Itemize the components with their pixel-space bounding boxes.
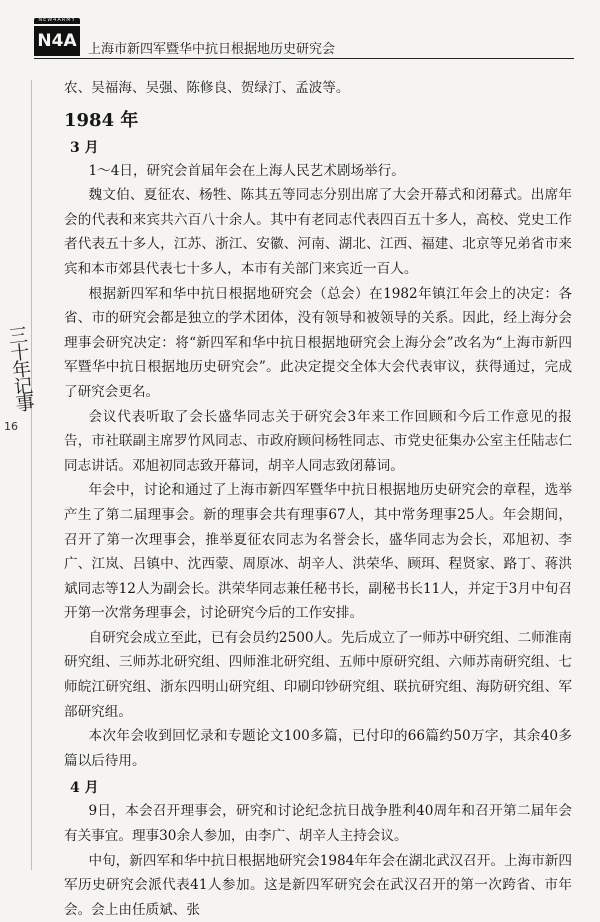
month-heading-march: 3 月	[70, 139, 99, 156]
paragraph: 年会中，讨论和通过了上海市新四军暨华中抗日根据地历史研究会的章程，选举产生了第二届理事会。新的理事会共有理事67人，其中常务理事25人。年会期间，召开了第一次理事会，推举夏征农同志为名誉会长，盛华同志为会长，邓旭初、李广、江岚、吕镇中、沈西蒙、周原冰、胡辛人、洪荣华、顾珥、程贤家、路丁、蒋洪斌同志等12人为副会长。洪荣华同志兼任秘书长，副秘书长11人，并定于3月中旬召开第一次常务理事会，讨论研究今后的工作安排。	[64, 482, 572, 622]
page-number: 16	[4, 420, 18, 433]
paragraph: 魏文伯、夏征农、杨牲、陈其五等同志分别出席了大会开幕式和闭幕式。出席年会的代表和来宾共六百八十余人。其中有老同志代表四百五十多人，高校、党史工作者代表五十多人，江苏、浙江、安徽、河南、湖北、江西、福建、北京等兄弟省市来宾和本市郊县代表七十多人，本市有关部门来宾近一百人。	[64, 187, 572, 277]
logo-text: N4A	[34, 26, 80, 56]
page-body	[64, 76, 572, 922]
carryover-line: 农、吴福海、吴强、陈修良、贺绿汀、孟波等。	[64, 80, 350, 96]
year-heading: 1984 年	[64, 109, 139, 131]
logo-small-text: NEW4ARMY	[38, 17, 76, 23]
paragraph: 9日，本会召开理事会，研究和讨论纪念抗日战争胜利40周年和召开第二届年会有关事宜。理事30余人参加，由李广、胡辛人主持会议。	[64, 803, 572, 845]
calligraphy-mark: 三十年记事	[4, 324, 36, 412]
paragraph: 本次年会收到回忆录和专题论文100多篇，已付印的66篇约50万字，其余40多篇以后待用。	[64, 728, 572, 769]
paragraph: 中旬，新四军和华中抗日根据地研究会1984年年会在湖北武汉召开。上海市新四军历史研究会派代表41人参加。这是新四军研究会在武汉召开的第一次跨省、市年会。会上由任质斌、张	[64, 852, 572, 918]
header-rule	[34, 58, 574, 59]
page-header	[34, 18, 574, 62]
margin-rule	[31, 80, 32, 870]
month-heading-april: 4 月	[70, 780, 99, 797]
header-title: 上海市新四军暨华中抗日根据地历史研究会	[88, 42, 336, 57]
paragraph: 自研究会成立至此，已有会员约2500人。先后成立了一师苏中研究组、二师淮南研究组、三师苏北研究组、四师淮北研究组、五师中原研究组、六师苏南研究组、七师皖江研究组、浙东四明山研究组、印刷印钞研究组、联抗研究组、海防研究组、军部研究组。	[64, 629, 572, 720]
n4a-logo	[34, 18, 80, 58]
paragraph: 会议代表听取了会长盛华同志关于研究会3年来工作回顾和今后工作意见的报告，市社联副主席罗竹风同志、市政府顾问杨牲同志、市党史征集办公室主任陆志仁同志讲话。邓旭初同志致开幕词，胡辛人同志致闭幕词。	[64, 408, 572, 474]
paragraph: 1～4日，研究会首届年会在上海人民艺术剧场举行。	[88, 162, 405, 179]
paragraph: 根据新四军和华中抗日根据地研究会（总会）在1982年镇江年会上的决定：各省、市的研究会都是独立的学术团体，没有领导和被领导的关系。因此，经上海分会理事会研究决定：将“新四军和华中抗日根据地研究会上海分会”改名为“上海市新四军暨华中抗日根据地历史研究会”。此决定提交全体大会代表审议，获得通过，完成了研究会更名。	[64, 285, 572, 400]
